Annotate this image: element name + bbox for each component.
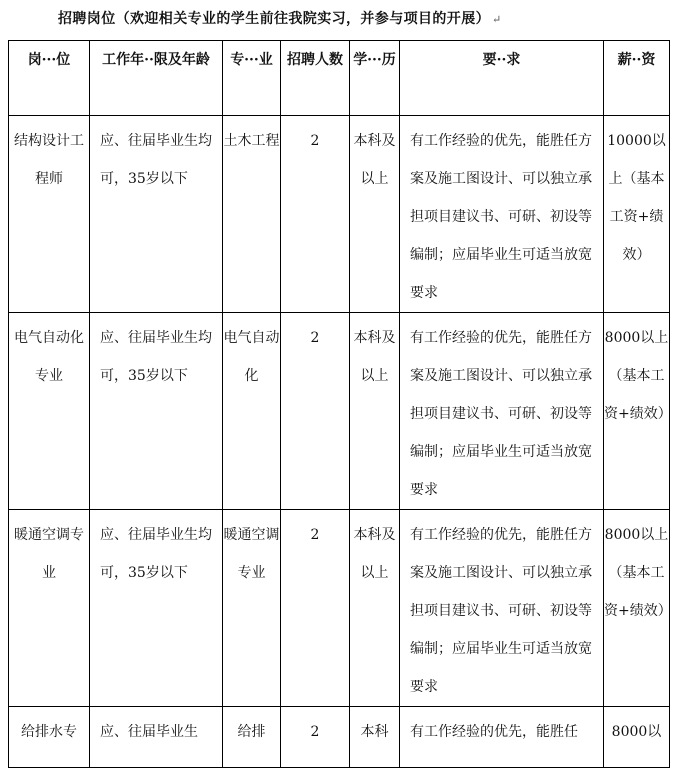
cell-major: 给排	[237, 724, 266, 740]
header-experience: 工作年··限及年龄	[90, 41, 223, 116]
cell-salary: 10000以上（基本工资+绩效）	[607, 133, 666, 263]
cell-count: 2	[310, 724, 320, 740]
cell-education: 本科及以上	[353, 133, 396, 187]
header-requirements: 要··求	[400, 41, 604, 116]
recruitment-table	[8, 40, 670, 768]
cell-count: 2	[310, 330, 320, 346]
cell-count: 2	[310, 133, 320, 149]
table-row	[9, 510, 670, 707]
header-count: 招聘人数	[281, 41, 350, 116]
table-row	[9, 313, 670, 510]
cell-salary: 8000以	[611, 724, 662, 740]
cell-major: 土木工程	[223, 133, 280, 149]
cell-salary: 8000以上（基本工资+绩效）	[604, 527, 672, 619]
cell-requirements: 有工作经验的优先，能胜任方案及施工图设计、可以独立承担项目建议书、可研、初设等编制；应届毕业生可适当放宽要求	[410, 527, 592, 695]
cell-major: 暖通空调专业	[223, 527, 280, 581]
cell-experience: 应、往届毕业生均可，35岁以下	[100, 133, 212, 187]
cell-education: 本科及以上	[353, 527, 396, 581]
header-salary: 薪··资	[604, 41, 670, 116]
cell-education: 本科及以上	[353, 330, 396, 384]
header-position: 岗···位	[9, 41, 90, 116]
cell-salary: 8000以上（基本工资+绩效）	[604, 330, 672, 422]
cell-position: 暖通空调专业	[14, 527, 84, 581]
header-major: 专···业	[223, 41, 281, 116]
cell-experience: 应、往届毕业生均可，35岁以下	[100, 330, 212, 384]
cell-requirements: 有工作经验的优先，能胜任方案及施工图设计、可以独立承担项目建议书、可研、初设等编制；应届毕业生可适当放宽要求	[410, 133, 592, 301]
cell-major: 电气自动化	[223, 330, 280, 384]
table-row	[9, 116, 670, 313]
cell-position: 给排水专	[21, 724, 77, 740]
header-education: 学···历	[350, 41, 400, 116]
table-header-row	[9, 41, 670, 116]
cell-education: 本科	[360, 724, 389, 740]
cell-experience: 应、往届毕业生均可，35岁以下	[100, 527, 212, 581]
cell-position: 结构设计工程师	[14, 133, 84, 187]
cell-experience: 应、往届毕业生	[100, 724, 198, 740]
cell-position: 电气自动化专业	[14, 330, 84, 384]
cell-count: 2	[310, 527, 320, 543]
page-title: 招聘岗位（欢迎相关专业的学生前往我院实习，并参与项目的开展） ↵	[58, 11, 502, 27]
cell-requirements: 有工作经验的优先，能胜任	[410, 724, 578, 740]
table-row	[9, 707, 670, 768]
cell-requirements: 有工作经验的优先，能胜任方案及施工图设计、可以独立承担项目建议书、可研、初设等编制；应届毕业生可适当放宽要求	[410, 330, 592, 498]
